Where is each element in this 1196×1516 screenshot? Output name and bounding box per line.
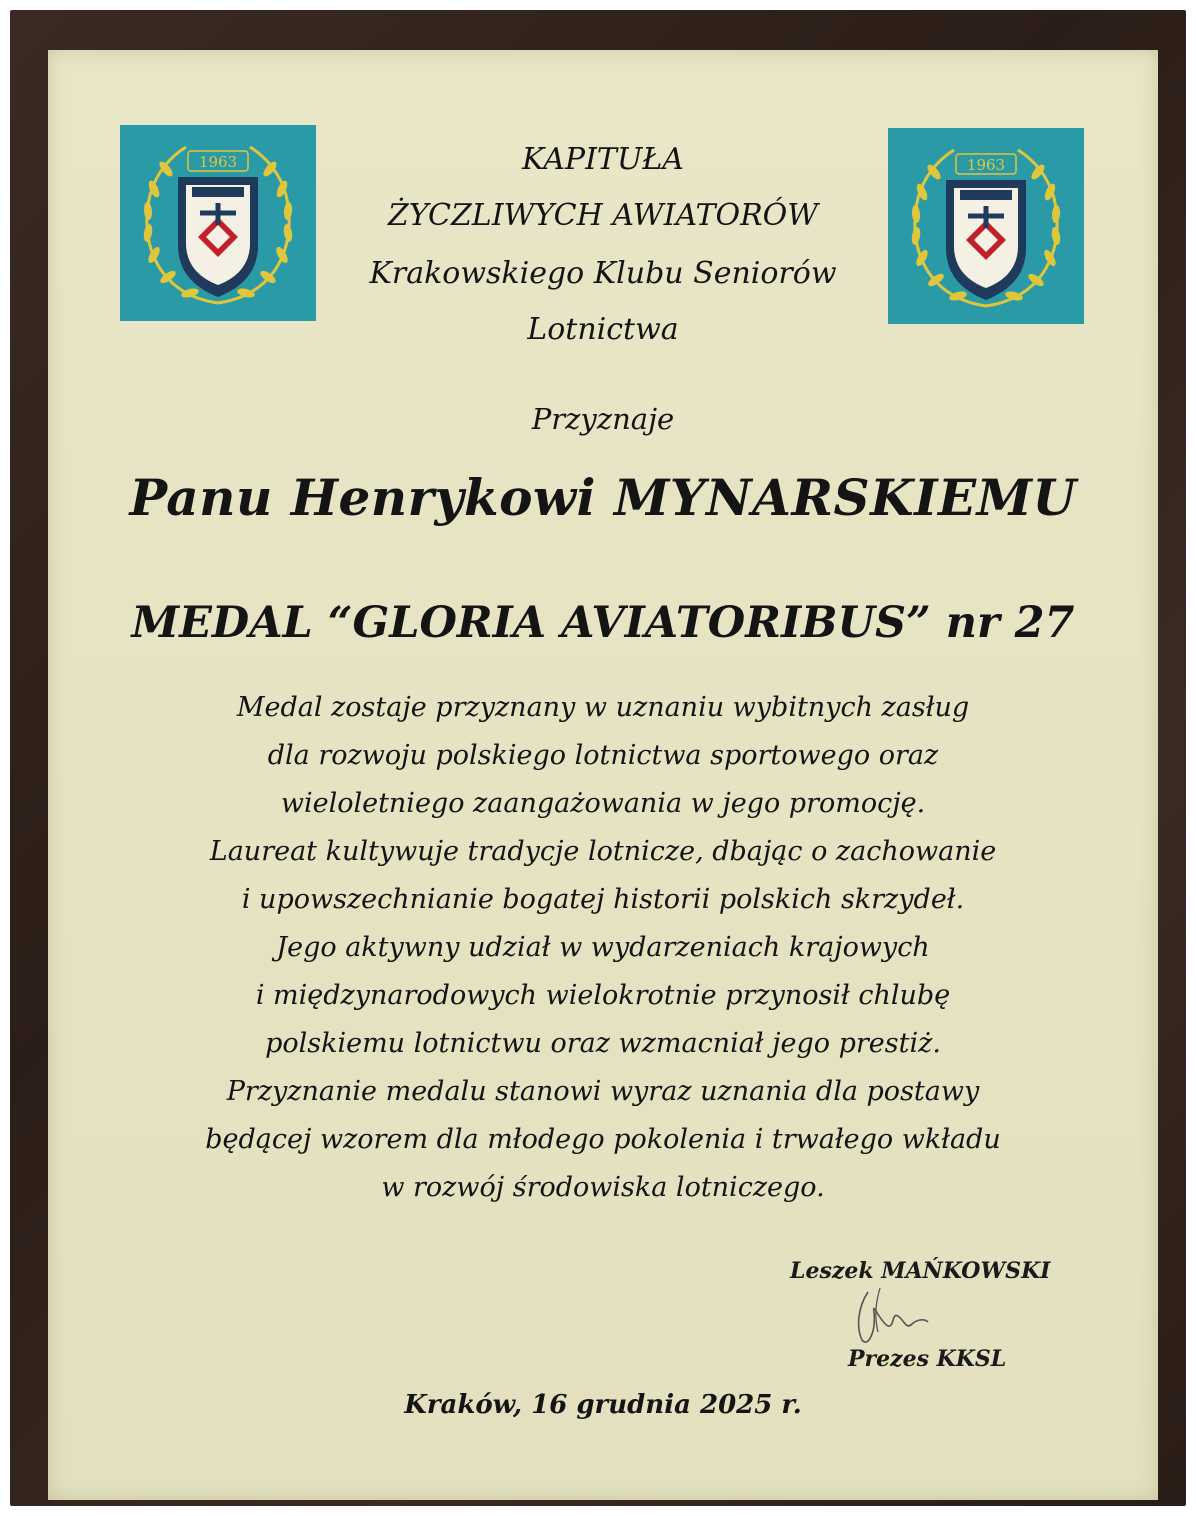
header-line-2: ŻYCZLIWYCH AWIATORÓW — [387, 198, 819, 233]
place-date: Kraków, 16 grudnia 2025 r. — [404, 1390, 802, 1420]
header-line-3: Krakowskiego Klubu Seniorów — [369, 256, 837, 291]
medal-title: MEDAL “GLORIA AVIATORIBUS” nr 27 — [131, 598, 1075, 648]
citation-line: w rozwój środowiska lotniczego. — [381, 1172, 825, 1203]
citation-line: i upowszechnianie bogatej historii polskich skrzydeł. — [241, 884, 965, 915]
citation-line: wieloletniego zaangażowania w jego promocję. — [280, 788, 926, 819]
signatory-name: Leszek MAŃKOWSKI — [790, 1258, 1051, 1284]
header-line-4: Lotnictwa — [527, 312, 679, 347]
certificate-panel — [48, 50, 1158, 1500]
handwritten-signature — [828, 1282, 968, 1352]
citation-line: i międzynarodowych wielokrotnie przynosił chlubę — [255, 980, 951, 1011]
plaque-frame — [10, 10, 1186, 1506]
recipient-name: Panu Henrykowi MYNARSKIEMU — [129, 468, 1077, 527]
citation-line: Jego aktywny udział w wydarzeniach krajowych — [276, 932, 930, 963]
citation-line: dla rozwoju polskiego lotnictwa sportowego oraz — [267, 740, 939, 771]
citation-line: Laureat kultywuje tradycje lotnicze, dbając o zachowanie — [209, 836, 997, 867]
citation-line: będącej wzorem dla młodego pokolenia i trwałego wkładu — [205, 1124, 1001, 1155]
svg-text:1963: 1963 — [198, 153, 238, 171]
award-verb: Przyznaje — [531, 402, 675, 436]
svg-text:1963: 1963 — [966, 156, 1006, 174]
header-line-1: KAPITUŁA — [522, 142, 684, 177]
signatory-title: Prezes KKSL — [848, 1346, 1007, 1372]
citation-line: Medal zostaje przyznany w uznaniu wybitnych zasług — [236, 692, 970, 723]
citation-line: Przyznanie medalu stanowi wyraz uznania dla postawy — [226, 1076, 980, 1107]
citation-line: polskiemu lotnictwu oraz wzmacniał jego prestiż. — [265, 1028, 941, 1059]
citation-body — [48, 684, 1158, 1212]
